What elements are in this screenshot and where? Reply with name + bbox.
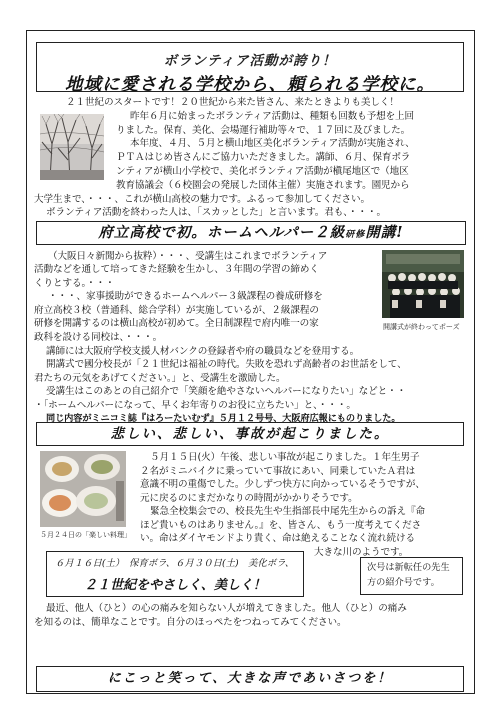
next-issue-line1: 次号は新転任の先生 xyxy=(367,562,450,573)
s3-line-3: 意識不明の重傷でした。少しずつ快方に向かっているそうですが、 xyxy=(140,479,425,490)
s3-line-2: ２名がミニバイクに乗っていて事故にあい、同乗していたＡ君は xyxy=(140,466,416,477)
s1-line-6: ンティアが横山小学校で、美化ボランティア活動が槇尾地区で（地区 xyxy=(116,166,409,177)
volunteer-schedule-dates: ６月１６日(土） 保育ボラ、６月３０日(土) 美化ボラ、 xyxy=(55,558,295,569)
s2-line-5: 府立高校３校（普通科、総合学科）が実施しているが、２級課程の xyxy=(34,305,319,316)
s2-line-1: （大阪日々新聞から抜粋）・・・、受講生はこれまでボランティア xyxy=(48,251,328,262)
s2-line-7: 政科を設ける同校は、・・・。 xyxy=(34,332,163,343)
s2-line-2: 活動などを通して培ってきた経験を生かし、３年間の学習の締めく xyxy=(34,264,319,275)
headline-homehelper-main: 府立高校で初。ホームヘルパー２級 xyxy=(98,224,346,241)
next-issue-line2: 方の紹介号です。 xyxy=(367,577,440,588)
group-photo-caption: 開講式が終わってポーズ xyxy=(383,323,460,331)
volunteer-schedule-slogan: ２１世紀をやさしく、美しく！ xyxy=(84,578,266,593)
headline-line1: ボランティア活動が誇り！ xyxy=(163,53,337,69)
s1-line-3: りました。保育、美化、会場運行補助等々で、１７回に及びました。 xyxy=(116,125,411,136)
s1-line-7: 教育協議会（６校園会の発展した団体主催）実施されます。園児から xyxy=(116,180,410,191)
s2-line-9: 開講式で國分校長が「２１世紀は福祉の時代。失敗を恐れず高齢者のお世話をして、 xyxy=(46,359,407,370)
s1-line-8: 大学生まで、・・・、これが横山高校の魅力です。ふるって参加してください。 xyxy=(34,194,371,205)
s3-line-5: 緊急全校集会での、校長先生や生指部長中尾先生からの訴え『命 xyxy=(150,506,425,517)
volunteer-schedule-box xyxy=(46,551,304,597)
next-issue-notice xyxy=(360,557,463,595)
s2-bold-note: 同じ内容がミニコミ誌『はろーたいむず』５月１２号号、大阪府広報にものりました。 xyxy=(46,413,401,424)
s1-line-2: 昨年６月に始まったボランティア活動は、種類も回数も予想を上回 xyxy=(130,111,415,122)
s3-line-6: ほど貴いものはありません。』を、皆さん、もう一度考えてくださ xyxy=(140,520,422,531)
headline-greeting: にこっと笑って、大きな声であいさつを！ xyxy=(36,666,464,692)
s3-line-1: ５月１５日(火）午後、悲しい事故が起こりました。１年生男子 xyxy=(150,452,420,463)
s1-line-4: 本年度、４月、５月と横山地区美化ボランティア活動が実施され、 xyxy=(130,138,415,149)
s2-line-4: ・・・、家事援助ができるホームヘルパー３級課程の養成研修を xyxy=(48,291,323,302)
s2-line-6: 研修を開講するのは横山高校が初めて。全日制課程で府内唯一の家 xyxy=(34,318,319,329)
s3-line-8: 大きな川のようです。 xyxy=(314,547,409,558)
trees-photo xyxy=(40,114,104,180)
headline-line2: 地域に愛される学校から、頼られる学校に。 xyxy=(65,75,435,92)
cooking-photo xyxy=(40,451,126,527)
s2-line-11: 受講生はこのあとの自己紹介で「笑顔を絶やさないヘルパーになりたい」などと・・ xyxy=(46,386,407,397)
s1-line-9: ボランティア活動を終わった人は、「スカッとした」と言います。君も、・・・。 xyxy=(46,207,386,218)
cooking-photo-caption: ５月２４日の「楽しい料理」 xyxy=(40,531,131,539)
closing-line-1: 最近、他人（ひと）の心の痛みを知らない人が増えてきました。他人（ひと）の痛み xyxy=(46,603,407,614)
group-photo xyxy=(382,250,464,318)
headline-homehelper-tail: 開講! xyxy=(365,224,404,241)
headline-homehelper-small: 研修 xyxy=(345,230,366,240)
s1-line-5: ＰＴＡはじめ皆さんにご協力いただきました。講師、６月、保育ボラ xyxy=(116,152,411,163)
closing-line-2: を知るのは、簡単なことです。自分のほっぺたをつねってみてください。 xyxy=(34,617,347,628)
s3-line-7: い。命はダイヤモンドより貴く、命は絶えることなく流れ続ける xyxy=(140,533,415,544)
headline-accident: 悲しい、悲しい、事故が起こりました。 xyxy=(36,422,464,446)
s2-line-3: くりとする。・・・ xyxy=(34,278,115,289)
s2-line-12: ・「ホームヘルパーになって、早くお年寄りのお役に立ちたい」と、・・・。 xyxy=(34,400,356,411)
headline-homehelper xyxy=(36,221,466,245)
headline-volunteer xyxy=(36,42,464,92)
s1-line-1: ２１世紀のスタートです！２０世紀から来た皆さん、来たときよりも美しく！ xyxy=(66,97,399,108)
s2-line-8: 講師には大阪府学校支援人材バンクの登録者や府の職員などを登用する。 xyxy=(46,346,360,357)
s2-line-10: 君たちの元気をあげてください。」と、受講生を激励した。 xyxy=(34,373,286,384)
s3-line-4: 元に戻るのにまだかなりの時間がかかりそうです。 xyxy=(140,493,358,504)
